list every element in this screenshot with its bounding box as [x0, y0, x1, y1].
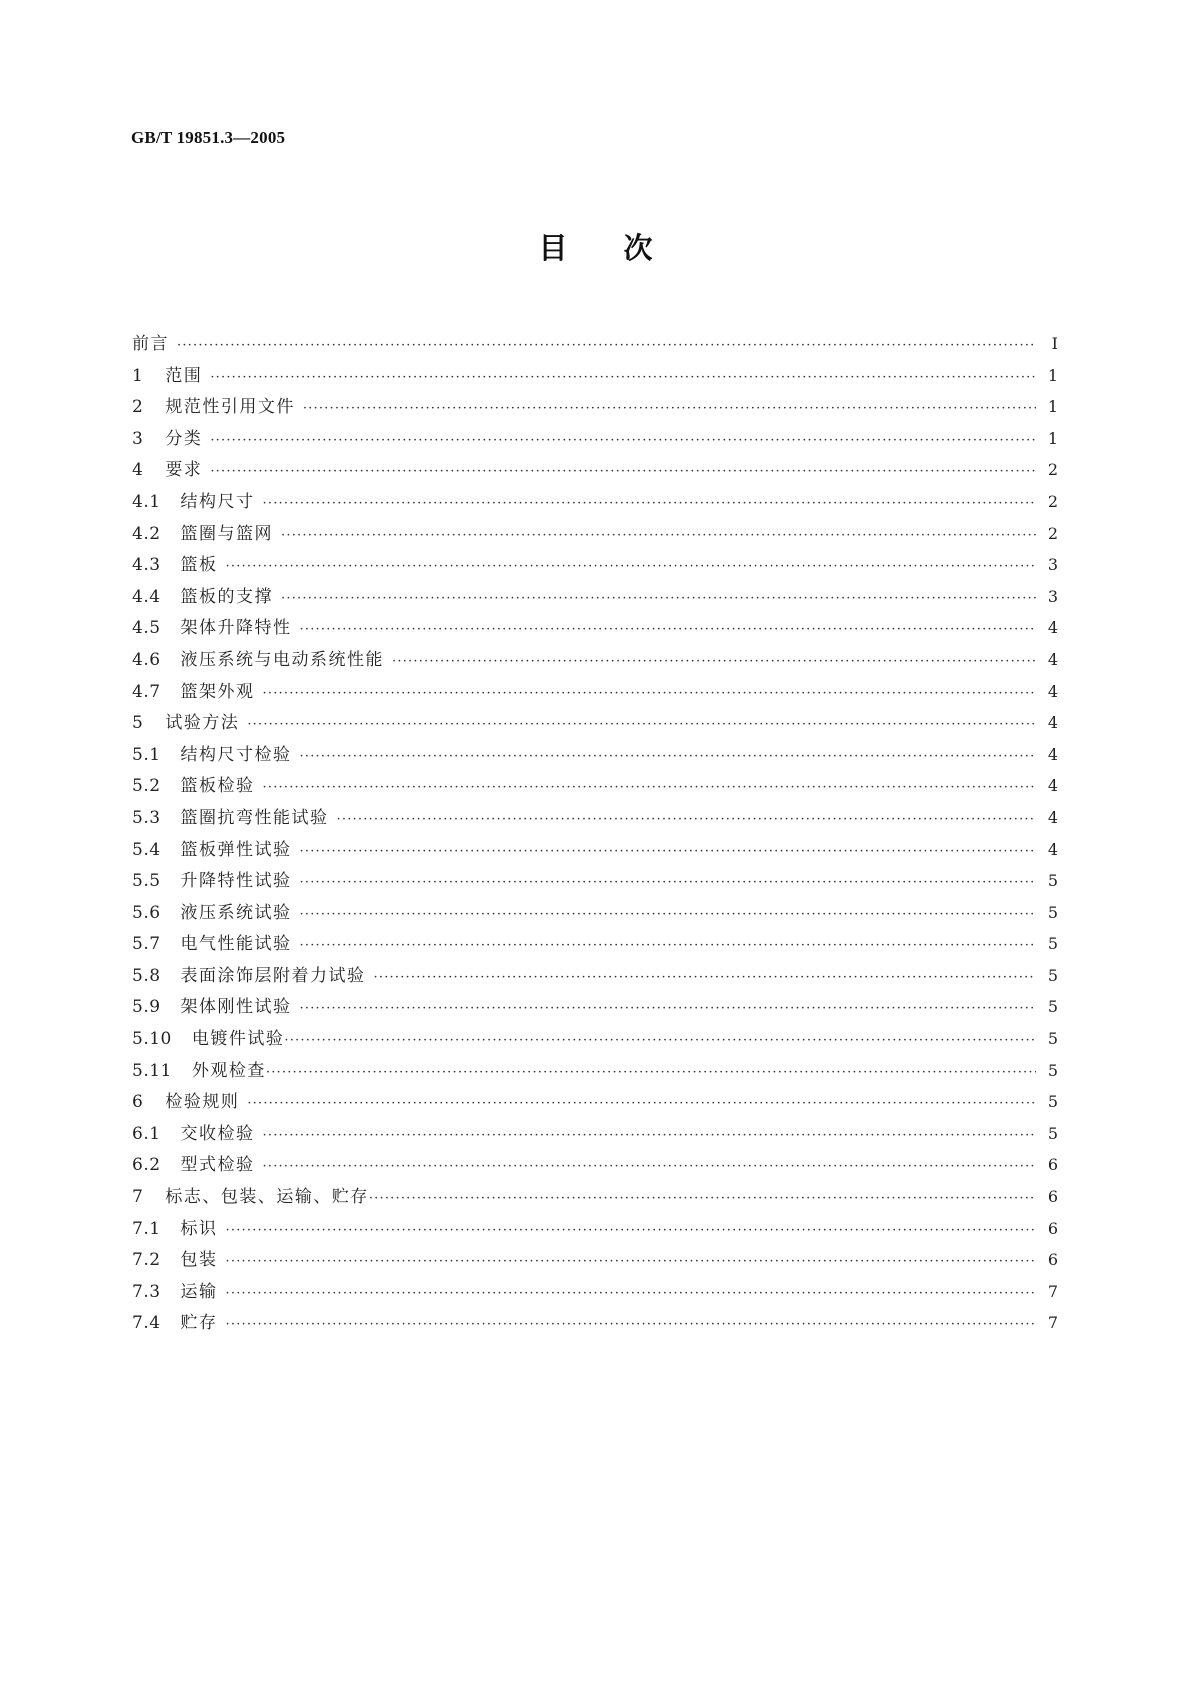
- toc-number: 5.5: [132, 871, 161, 892]
- toc-number: 6.2: [132, 1155, 161, 1176]
- toc-page-number: 2: [1047, 523, 1058, 543]
- toc-leader-dots: [263, 686, 1036, 701]
- toc-number: 7.4: [132, 1313, 161, 1334]
- toc-entry[interactable]: [132, 1277, 1058, 1309]
- toc-number: 4.4: [132, 586, 161, 607]
- toc-label: 液压系统试验: [180, 902, 292, 923]
- toc-entry[interactable]: [132, 677, 1058, 709]
- toc-label: 篮圈与篮网: [180, 523, 274, 544]
- toc-label: 运输: [180, 1281, 218, 1302]
- toc-page-number: 4: [1047, 681, 1058, 701]
- toc-page-number: 6: [1047, 1187, 1058, 1207]
- toc-number: 6.1: [132, 1123, 161, 1144]
- toc-page-number: 3: [1047, 555, 1058, 575]
- toc-leader-dots: [226, 1317, 1036, 1332]
- toc-page-number: 5: [1047, 871, 1058, 891]
- toc-label: 结构尺寸检验: [180, 744, 292, 765]
- toc-leader-dots: [392, 654, 1036, 669]
- toc-label: 结构尺寸: [180, 491, 255, 512]
- toc-leader-dots: [177, 338, 1036, 353]
- toc-number: 7.1: [132, 1218, 161, 1239]
- toc-label: 电气性能试验: [180, 934, 292, 955]
- toc-label: 升降特性试验: [180, 871, 292, 892]
- toc-page-number: 3: [1047, 586, 1058, 606]
- toc-leader-dots: [210, 370, 1036, 385]
- toc-entry[interactable]: [132, 961, 1058, 993]
- toc-number: 5.11: [132, 1060, 172, 1081]
- toc-number: 5.2: [132, 776, 161, 797]
- toc-label: 电镀件试验: [191, 1029, 285, 1050]
- toc-page-number: 1: [1047, 365, 1058, 385]
- toc-number: 2: [132, 397, 144, 418]
- toc-entry[interactable]: [132, 1024, 1058, 1056]
- toc-number: 5.7: [132, 934, 161, 955]
- toc-leader-dots: [226, 559, 1036, 574]
- toc-page-number: 1: [1047, 397, 1058, 417]
- toc-number: 5.3: [132, 807, 161, 828]
- toc-label: 篮板弹性试验: [180, 839, 292, 860]
- toc-number: 6: [132, 1092, 144, 1113]
- toc-leader-dots: [300, 938, 1036, 953]
- toc-leader-dots: [281, 591, 1036, 606]
- toc-entry[interactable]: [132, 898, 1058, 930]
- toc-page-number: 5: [1047, 1060, 1058, 1080]
- toc-entry[interactable]: [132, 740, 1058, 772]
- toc-label: 标识: [180, 1218, 218, 1239]
- standard-code: GB/T 19851.3—2005: [131, 128, 286, 147]
- toc-page-number: 2: [1047, 460, 1058, 480]
- toc-leader-dots: [263, 780, 1036, 795]
- toc-entry[interactable]: [132, 455, 1058, 487]
- toc-label: 规范性引用文件: [165, 397, 295, 418]
- table-of-contents: [132, 329, 1058, 1340]
- toc-number: 5.9: [132, 997, 161, 1018]
- toc-page-number: 4: [1047, 807, 1058, 827]
- toc-page-number: 4: [1047, 744, 1058, 764]
- toc-entry[interactable]: [132, 1150, 1058, 1182]
- toc-label: 前言: [132, 334, 169, 354]
- toc-entry[interactable]: [132, 1214, 1058, 1246]
- toc-page-number: 5: [1047, 1029, 1058, 1049]
- toc-entry[interactable]: [132, 361, 1058, 393]
- toc-page-number: 7: [1047, 1313, 1058, 1333]
- toc-entry[interactable]: [132, 866, 1058, 898]
- toc-page-number: 1: [1047, 428, 1058, 448]
- toc-entry[interactable]: [132, 1087, 1058, 1119]
- toc-leader-dots: [266, 1065, 1036, 1080]
- toc-label: 试验方法: [165, 713, 240, 734]
- toc-entry[interactable]: [132, 1308, 1058, 1340]
- toc-number: 5.4: [132, 839, 161, 860]
- toc-label: 交收检验: [180, 1123, 255, 1144]
- toc-leader-dots: [303, 401, 1036, 416]
- toc-number: 4.5: [132, 618, 161, 639]
- toc-number: 3: [132, 428, 144, 449]
- toc-leader-dots: [226, 1254, 1036, 1269]
- toc-page-number: 4: [1047, 713, 1058, 733]
- toc-label: 表面涂饰层附着力试验: [180, 965, 366, 986]
- toc-entry[interactable]: [132, 519, 1058, 551]
- toc-page-number: 5: [1047, 997, 1058, 1017]
- toc-label: 范围: [165, 365, 203, 386]
- toc-page-number: 5: [1047, 965, 1058, 985]
- toc-label: 检验规则: [165, 1092, 240, 1113]
- toc-page-number: 6: [1047, 1218, 1058, 1238]
- toc-page-number: 5: [1047, 902, 1058, 922]
- toc-leader-dots: [337, 812, 1036, 827]
- toc-leader-dots: [300, 1001, 1036, 1016]
- toc-leader-dots: [300, 749, 1036, 764]
- toc-leader-dots: [226, 1286, 1036, 1301]
- toc-page-number: 6: [1047, 1155, 1058, 1175]
- toc-leader-dots: [210, 433, 1036, 448]
- toc-page-number: 5: [1047, 1092, 1058, 1112]
- toc-page-number: 6: [1047, 1250, 1058, 1270]
- toc-number: 5.6: [132, 902, 161, 923]
- toc-number: 4.1: [132, 491, 161, 512]
- toc-entry[interactable]: [132, 1245, 1058, 1277]
- toc-entry[interactable]: [132, 392, 1058, 424]
- toc-leader-dots: [281, 528, 1036, 543]
- toc-leader-dots: [300, 844, 1036, 859]
- toc-leader-dots: [300, 622, 1036, 637]
- toc-page-number: 4: [1047, 649, 1058, 669]
- toc-number: 5.10: [132, 1029, 172, 1050]
- toc-number: 1: [132, 365, 144, 386]
- toc-leader-dots: [247, 717, 1036, 732]
- toc-label: 贮存: [180, 1313, 218, 1334]
- toc-page-number: 4: [1047, 839, 1058, 859]
- toc-leader-dots: [247, 1096, 1036, 1111]
- toc-entry[interactable]: [132, 803, 1058, 835]
- toc-label: 篮圈抗弯性能试验: [180, 807, 329, 828]
- toc-label: 篮板的支撑: [180, 586, 274, 607]
- toc-entry[interactable]: [132, 613, 1058, 645]
- toc-number: 4.2: [132, 523, 161, 544]
- toc-leader-dots: [210, 464, 1036, 479]
- toc-label: 型式检验: [180, 1155, 255, 1176]
- toc-entry[interactable]: [132, 645, 1058, 677]
- toc-leader-dots: [263, 1159, 1036, 1174]
- toc-number: 7: [132, 1187, 144, 1208]
- toc-leader-dots: [284, 1033, 1036, 1048]
- toc-page-number: 5: [1047, 934, 1058, 954]
- toc-entry[interactable]: [132, 550, 1058, 582]
- toc-leader-dots: [300, 875, 1036, 890]
- toc-page-number: 2: [1047, 491, 1058, 511]
- toc-number: 5: [132, 713, 144, 734]
- toc-page-number: 4: [1047, 618, 1058, 638]
- page-title: 目次: [538, 231, 709, 265]
- toc-entry[interactable]: [132, 424, 1058, 456]
- toc-entry[interactable]: [132, 929, 1058, 961]
- toc-entry[interactable]: [132, 582, 1058, 614]
- toc-label: 液压系统与电动系统性能: [180, 649, 385, 670]
- toc-entry[interactable]: [132, 771, 1058, 803]
- toc-entry[interactable]: [132, 992, 1058, 1024]
- toc-leader-dots: [374, 970, 1036, 985]
- toc-label: 包装: [180, 1250, 218, 1271]
- toc-entry[interactable]: [132, 1182, 1058, 1214]
- toc-number: 5.1: [132, 744, 161, 765]
- toc-number: 4.7: [132, 681, 161, 702]
- toc-label: 要求: [165, 460, 203, 481]
- toc-entry[interactable]: [132, 708, 1058, 740]
- toc-page-number: 5: [1047, 1123, 1058, 1143]
- toc-leader-dots: [226, 1223, 1036, 1238]
- toc-entry[interactable]: [132, 1119, 1058, 1151]
- toc-number: 5.8: [132, 965, 161, 986]
- toc-entry-foreword[interactable]: [132, 329, 1058, 361]
- toc-page-number: 4: [1047, 776, 1058, 796]
- toc-page-number: I: [1051, 334, 1058, 353]
- toc-label: 分类: [165, 428, 203, 449]
- toc-entry[interactable]: [132, 1056, 1058, 1088]
- toc-leader-dots: [263, 1128, 1036, 1143]
- toc-label: 篮板检验: [180, 776, 255, 797]
- toc-number: 4.3: [132, 555, 161, 576]
- toc-label: 标志、包装、运输、贮存: [165, 1187, 369, 1208]
- toc-number: 4.6: [132, 649, 161, 670]
- toc-label: 外观检查: [191, 1060, 266, 1081]
- toc-page-number: 7: [1047, 1281, 1058, 1301]
- toc-entry[interactable]: [132, 487, 1058, 519]
- toc-leader-dots: [263, 496, 1036, 511]
- toc-label: 架体刚性试验: [180, 997, 292, 1018]
- toc-entry[interactable]: [132, 835, 1058, 867]
- toc-label: 篮架外观: [180, 681, 255, 702]
- toc-label: 架体升降特性: [180, 618, 292, 639]
- toc-number: 7.2: [132, 1250, 161, 1271]
- toc-label: 篮板: [180, 555, 218, 576]
- toc-leader-dots: [369, 1191, 1036, 1206]
- toc-number: 7.3: [132, 1281, 161, 1302]
- toc-number: 4: [132, 460, 144, 481]
- toc-leader-dots: [300, 907, 1036, 922]
